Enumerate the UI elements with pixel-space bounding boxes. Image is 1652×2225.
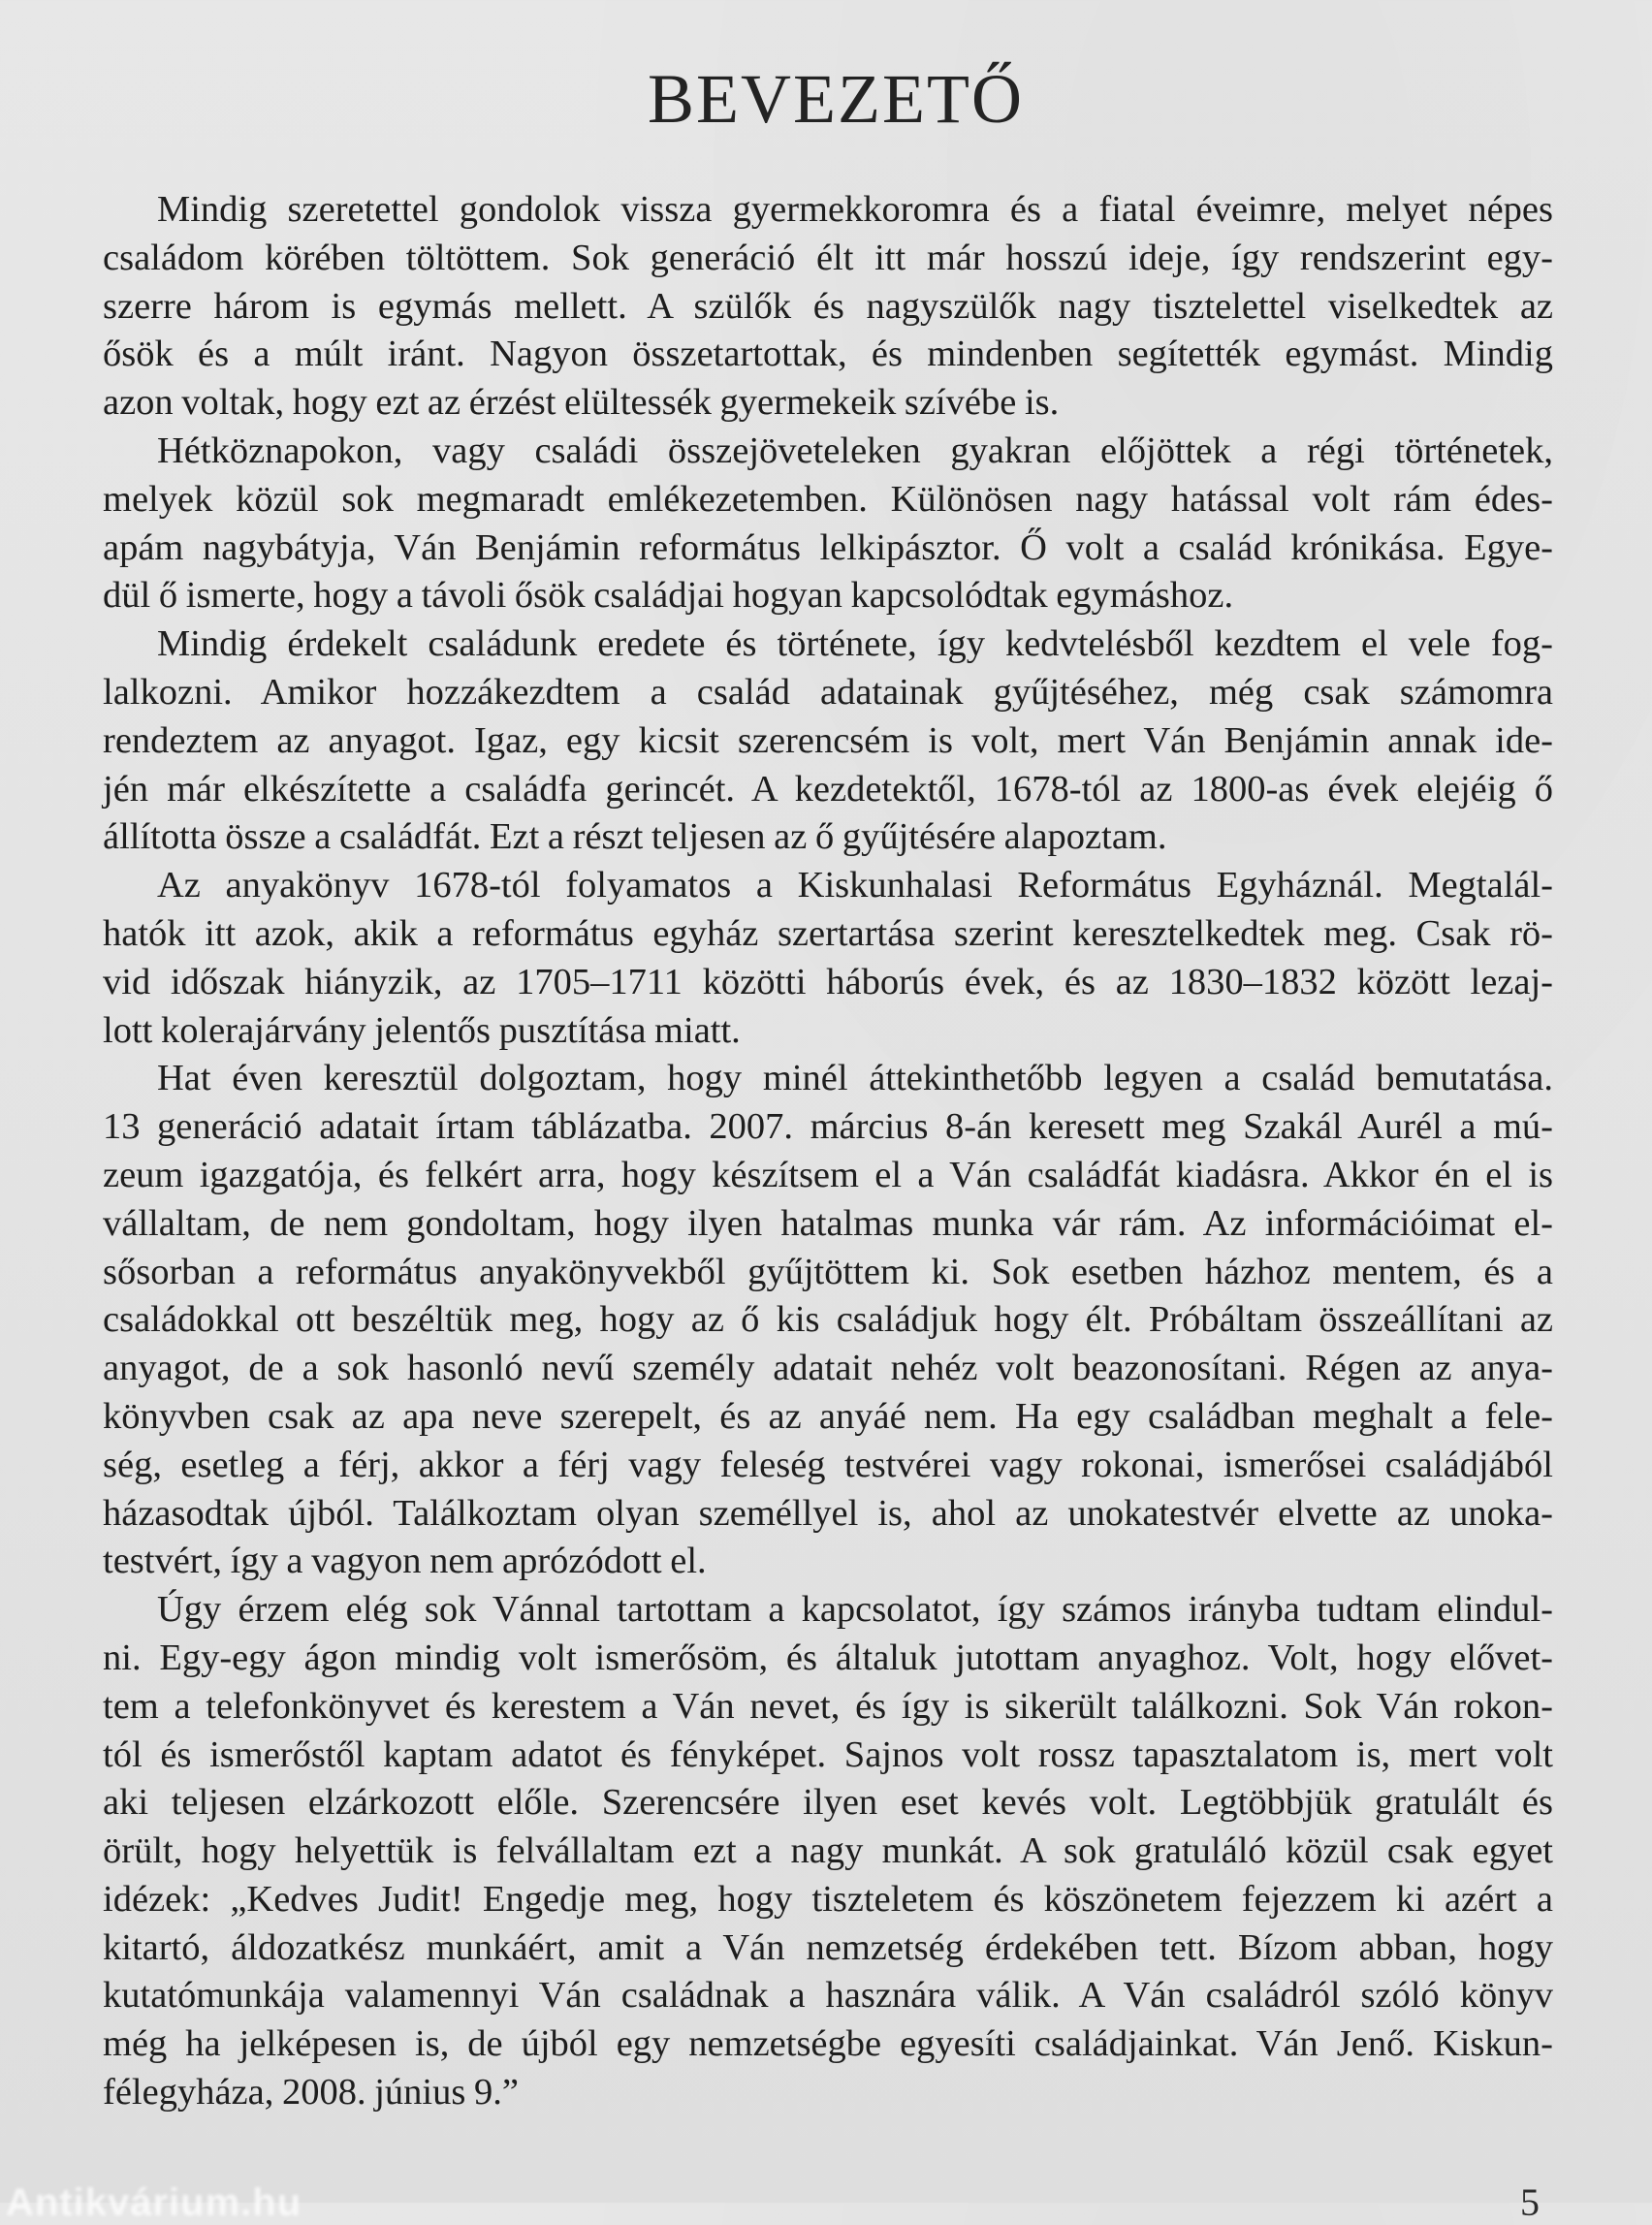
- text-line: állította össze a családfát. Ezt a részt teljesen az ő gyűjtésére alapoztam.: [103, 816, 1167, 858]
- text-line: idézek: „Kedves Judit! Engedje meg, hogy tiszteletem és köszönetem fejezzem ki azért a: [103, 1878, 1553, 1920]
- text-line: ség, esetleg a férj, akkor a férj vagy feleség testvérei vagy rokonai, ismerősei családjából: [103, 1444, 1553, 1485]
- text-line: lalkozni. Amikor hozzákezdtem a család adatainak gyűjtéséhez, még csak számomra: [103, 671, 1553, 713]
- text-line: anyagot, de a sok hasonló nevű személy adatait nehéz volt beazonosítani. Régen az anya-: [103, 1348, 1553, 1389]
- text-line: ni. Egy-egy ágon mindig volt ismerősöm, és általuk jutottam anyaghoz. Volt, hogy elővet-: [103, 1637, 1553, 1678]
- text-line: vid időszak hiányzik, az 1705–1711 közötti háborús évek, és az 1830–1832 között lezaj-: [103, 961, 1553, 1002]
- text-line: ősök és a múlt iránt. Nagyon összetartottak, és mindenben segítették egymást. Mindig: [103, 334, 1553, 375]
- text-line: Az anyakönyv 1678-tól folyamatos a Kiskunhalasi Református Egyháznál. Megtalál-: [157, 865, 1553, 906]
- paragraph: [103, 186, 1553, 428]
- page-title: BEVEZETŐ: [648, 60, 1024, 138]
- text-line: zeum igazgatója, és felkért arra, hogy készítsem el a Ván családfát kiadásra. Akkor én el is: [103, 1154, 1553, 1195]
- text-line: hatók itt azok, akik a református egyház szertartása szerint keresztelkedtek meg. Csak rö-: [103, 912, 1553, 954]
- text-line: Hat éven keresztül dolgoztam, hogy minél áttekinthetőbb legyen a család bemutatása.: [157, 1058, 1553, 1099]
- text-line: kitartó, áldozatkész munkáért, amit a Ván nemzetség érdekében tett. Bízom abban, hogy: [103, 1926, 1553, 1968]
- body-text: [103, 186, 1553, 2117]
- watermark: Antikvárium.hu: [6, 2181, 302, 2224]
- paragraph: [103, 1055, 1553, 1586]
- text-line: családom körében töltöttem. Sok generáció élt itt már hosszú ideje, így rendszerint egy-: [103, 237, 1553, 278]
- text-line: kutatómunkája valamennyi Ván családnak a hasznára válik. A Ván családról szóló könyv: [103, 1975, 1553, 2017]
- text-line: könyvben csak az apa neve szerepelt, és az anyáé nem. Ha egy családban meghalt a fele-: [103, 1395, 1553, 1437]
- text-line: aki teljesen elzárkozott előle. Szerencsére ilyen eset kevés volt. Legtöbbjük gratulált és: [103, 1782, 1553, 1824]
- text-line: testvért, így a vagyon nem aprózódott el.: [103, 1541, 707, 1582]
- text-line: még ha jelképesen is, de újból egy nemzetségbe egyesíti családjainkat. Ván Jenő. Kiskun-: [103, 2023, 1553, 2065]
- paragraph: [103, 1586, 1553, 2117]
- paragraph: [103, 428, 1553, 620]
- text-line: Hétköznapokon, vagy családi összejöveteleken gyakran előjöttek a régi történetek,: [157, 429, 1553, 471]
- text-line: Úgy érzem elég sok Vánnal tartottam a kapcsolatot, így számos irányba tudtam elindul-: [157, 1589, 1553, 1631]
- text-line: 13 generáció adatait írtam táblázatba. 2007. március 8-án keresett meg Szakál Aurél a mú-: [103, 1106, 1553, 1148]
- text-line: családokkal ott beszéltük meg, hogy az ő kis családjuk hogy élt. Próbáltam összeállítani az: [103, 1299, 1553, 1341]
- paragraph: [103, 620, 1553, 862]
- text-line: lott kolerajárvány jelentős pusztítása miatt.: [103, 1009, 741, 1051]
- text-line: rendeztem az anyagot. Igaz, egy kicsit szerencsém is volt, mert Ván Benjámin annak ide-: [103, 719, 1553, 761]
- text-line: örült, hogy helyettük is felvállaltam ezt a nagy munkát. A sok gratuláló közül csak egyet: [103, 1830, 1553, 1872]
- text-line: félegyháza, 2008. június 9.”: [103, 2072, 519, 2114]
- text-line: tem a telefonkönyvet és kerestem a Ván nevet, és így is sikerült találkozni. Sok Ván rokon-: [103, 1685, 1553, 1727]
- text-line: apám nagybátyja, Ván Benjámin református lelkipásztor. Ő volt a család krónikása. Egye-: [103, 526, 1553, 568]
- text-line: dül ő ismerte, hogy a távoli ősök családjai hogyan kapcsolódtak egymáshoz.: [103, 575, 1234, 617]
- text-line: Mindig szeretettel gondolok vissza gyermekkoromra és a fiatal éveimre, melyet népes: [157, 189, 1553, 230]
- page-number: 5: [1520, 2180, 1540, 2224]
- text-line: szerre három is egymás mellett. A szülők és nagyszülők nagy tisztelettel viselkedtek az: [103, 285, 1553, 327]
- text-line: tól és ismerőstől kaptam adatot és fényképet. Sajnos volt rossz tapasztalatom is, mert volt: [103, 1733, 1553, 1775]
- text-line: melyek közül sok megmaradt emlékezetemben. Különösen nagy hatással volt rám édes-: [103, 478, 1553, 520]
- text-line: sősorban a református anyakönyvekből gyűjtöttem ki. Sok esetben házhoz mentem, és a: [103, 1251, 1553, 1292]
- paragraph: [103, 862, 1553, 1055]
- text-line: házasodtak újból. Találkoztam olyan személlyel is, ahol az unokatestvér elvette az unoka-: [103, 1492, 1553, 1534]
- text-line: Mindig érdekelt családunk eredete és története, így kedvtelésből kezdtem el vele fog-: [157, 623, 1553, 665]
- text-line: vállaltam, de nem gondoltam, hogy ilyen hatalmas munka vár rám. Az információimat el-: [103, 1202, 1553, 1244]
- text-line: azon voltak, hogy ezt az érzést elültessék gyermekeik szívébe is.: [103, 382, 1060, 424]
- text-line: jén már elkészítette a családfa gerincét. A kezdetektől, 1678-tól az 1800-as évek elejéig ő: [103, 768, 1553, 810]
